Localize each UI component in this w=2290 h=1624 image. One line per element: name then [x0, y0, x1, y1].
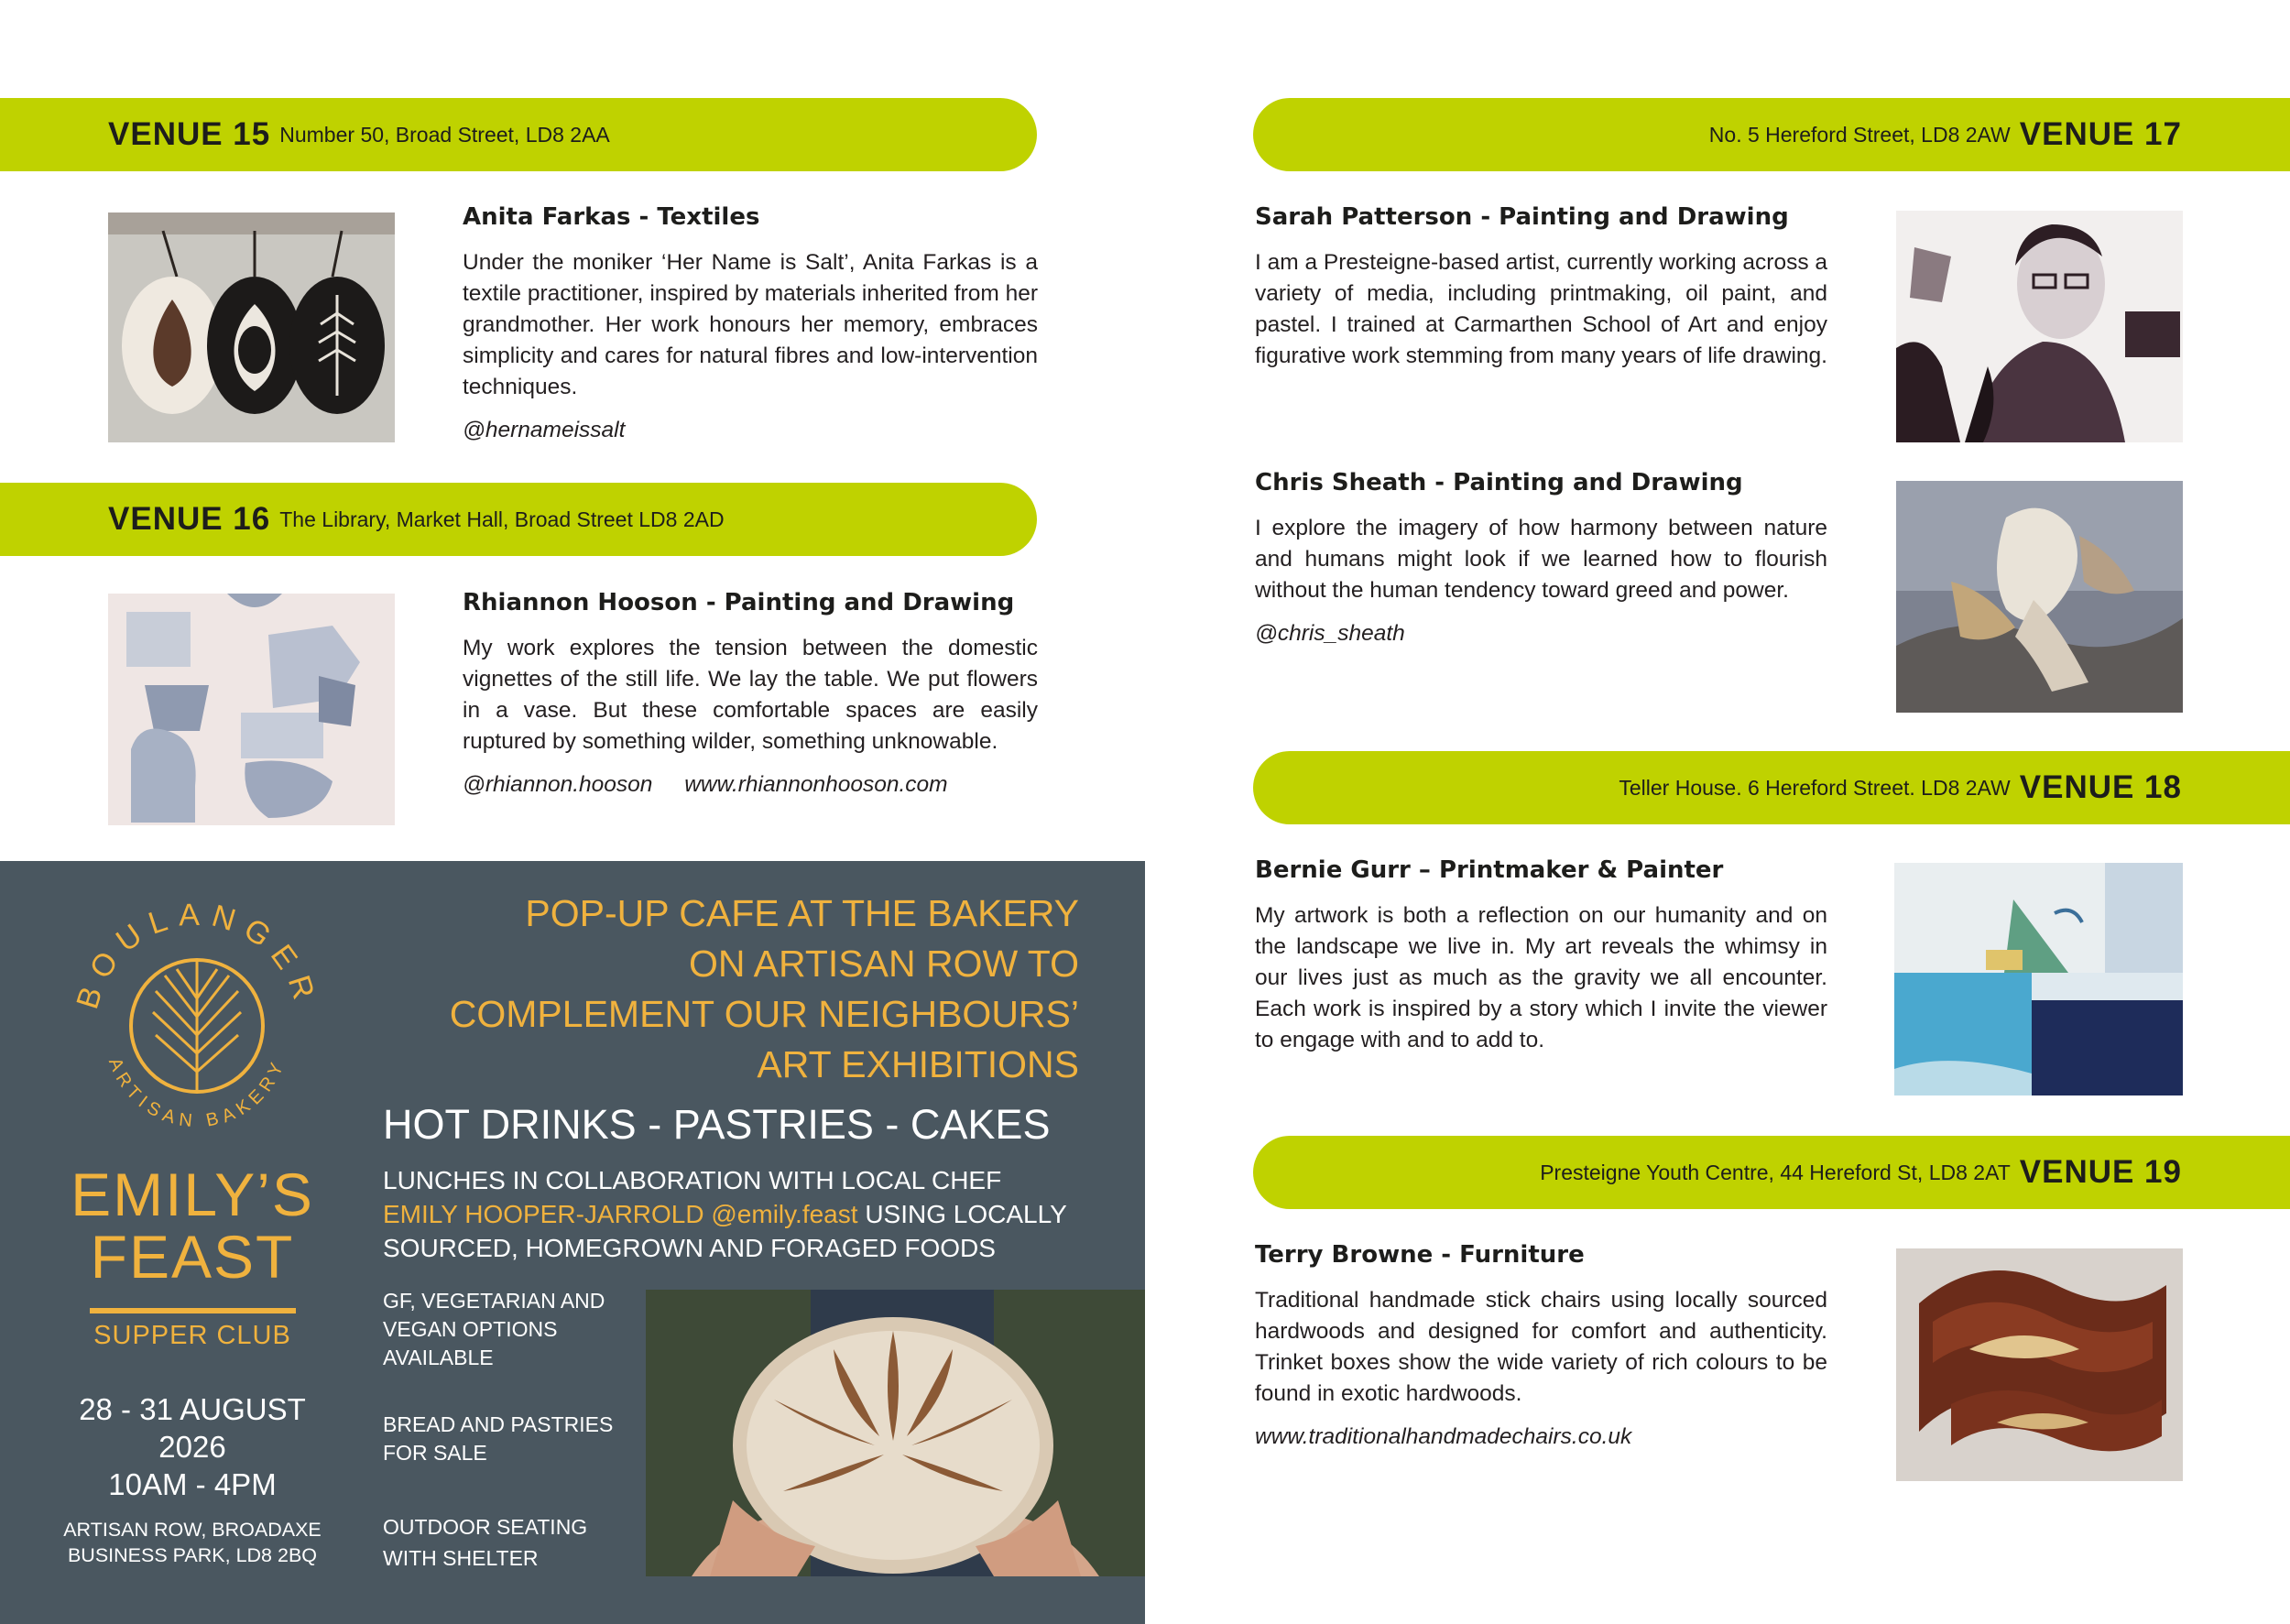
logo-text-bottom: ARTISAN BAKERY [104, 1054, 290, 1132]
bakery-cafe-advert [0, 861, 1145, 1624]
artist-name: Sarah Patterson - Painting and Drawing [1255, 203, 1789, 231]
boulanger-logo [60, 888, 334, 1163]
venue-16-banner [0, 483, 1037, 556]
supper-club-label: SUPPER CLUB [93, 1321, 291, 1350]
artist-website-link[interactable]: www.rhiannonhooson.com [684, 772, 948, 797]
lunch-info: LUNCHES IN COLLABORATION WITH LOCAL CHEF EMILY HOOPER-JARROLD @emily.feast USING LOCALLY SOURCED, HOMEGROWN AND FORAGED FOODS [383, 1166, 1067, 1262]
artist-entry-chris-sheath [1255, 469, 1827, 647]
artist-name: Bernie Gurr – Printmaker & Painter [1255, 856, 1724, 884]
leaf-icon [153, 962, 241, 1092]
artist-social-handle[interactable]: @rhiannon.hooson [463, 772, 653, 797]
venue-address: No. 5 Hereford Street, LD8 2AW [1708, 122, 2011, 147]
artist-bio: My artwork is both a reflection on our humanity and on the landscape we live in. My art reveals the whimsy in our lives just as much as the gravity we all encounter. Each work is inspired by a story which I invite the viewer to engage with and to add to. [1255, 903, 1827, 1052]
artist-name: Chris Sheath - Painting and Drawing [1255, 469, 1743, 496]
artist-image-sarah-patterson [1896, 211, 2183, 442]
artist-image-rhiannon-hooson [108, 594, 395, 825]
feature-seating: OUTDOOR SEATING WITH SHELTER [383, 1515, 588, 1570]
venue-18-banner [1253, 751, 2290, 824]
venue-19-banner [1253, 1136, 2290, 1209]
artist-image-anita-farkas [108, 213, 395, 442]
artist-image-bernie-gurr [1894, 863, 2183, 1095]
brand-name: EMILY’S FEAST [71, 1161, 314, 1291]
artist-entry-bernie-gurr [1255, 856, 1827, 1056]
artist-bio: Traditional handmade stick chairs using locally sourced hardwoods and designed for comfort and authenticity. Trinket boxes show the wide variety of rich colours to be found in exotic hardwoods. [1255, 1288, 1827, 1406]
venue-address: Presteigne Youth Centre, 44 Hereford St, LD8 2AT [1540, 1160, 2011, 1184]
event-location: ARTISAN ROW, BROADAXE BUSINESS PARK, LD8 2BQ [63, 1519, 322, 1566]
venue-address: Number 50, Broad Street, LD8 2AA [279, 122, 610, 147]
artist-entry-rhiannon-hooson [463, 589, 1038, 798]
sourdough-loaf-photo [646, 1290, 1145, 1576]
venue-number: VENUE 18 [2019, 769, 2182, 805]
artist-social-handle[interactable]: @hernameissalt [463, 418, 626, 442]
chef-name[interactable]: EMILY HOOPER-JARROLD @emily.feast [383, 1200, 858, 1228]
artist-website-link[interactable]: www.traditionalhandmadechairs.co.uk [1255, 1424, 1632, 1449]
artist-bio: I explore the imagery of how harmony between nature and humans might look if we learned how to flourish without the human tendency toward greed and power. [1255, 516, 1827, 603]
venue-number: VENUE 15 [108, 116, 271, 152]
venue-address: The Library, Market Hall, Broad Street LD8 2AD [279, 507, 725, 531]
venue-17-banner [1253, 98, 2290, 171]
venue-number: VENUE 17 [2019, 116, 2182, 152]
artist-name: Anita Farkas - Textiles [463, 203, 760, 231]
venue-number: VENUE 19 [2019, 1154, 2182, 1190]
venue-address: Teller House. 6 Hereford Street. LD8 2AW [1619, 775, 2011, 800]
cafe-offer: HOT DRINKS - PASTRIES - CAKES [383, 1101, 1051, 1148]
artist-entry-sarah-patterson [1255, 203, 1827, 372]
venue-15-banner [0, 98, 1037, 171]
artist-entry-anita-farkas [463, 203, 1038, 443]
feature-bread: BREAD AND PASTRIES FOR SALE [383, 1412, 614, 1465]
event-dates: 28 - 31 AUGUST 2026 10AM - 4PM [79, 1392, 306, 1501]
cafe-headline: POP-UP CAFE AT THE BAKERY ON ARTISAN ROW TO COMPLEMENT OUR NEIGHBOURS’ ART EXHIBITIONS [449, 892, 1079, 1085]
artist-name: Rhiannon Hooson - Painting and Drawing [463, 589, 1015, 616]
venue-number: VENUE 16 [108, 501, 271, 537]
artist-image-chris-sheath [1896, 481, 2183, 713]
artist-image-terry-browne [1896, 1248, 2183, 1481]
logo-text-top: BOULANGER [70, 897, 324, 1013]
artist-bio: I am a Presteigne-based artist, currently working across a variety of media, including printmaking, oil paint, and pastel. I trained at Carmarthen School of Art and enjoy figurative work stemming from many years of life drawing. [1255, 250, 1828, 368]
artist-bio: My work explores the tension between the domestic vignettes of the still life. We lay the table. We put flowers in a vase. But these comfortable spaces are easily ruptured by something wilder, something unknowable. [463, 636, 1038, 754]
artist-bio: Under the moniker ‘Her Name is Salt’, Anita Farkas is a textile practitioner, inspired by materials inherited from her grandmother. Her work honours her memory, embraces simplicity and cares for natural fibres and low-intervention techniques. [463, 250, 1038, 399]
artist-entry-terry-browne [1255, 1241, 1827, 1450]
artist-social-handle[interactable]: @chris_sheath [1255, 621, 1405, 646]
brand-divider [90, 1308, 296, 1313]
feature-dietary: GF, VEGETARIAN AND VEGAN OPTIONS AVAILABLE [383, 1289, 605, 1369]
artist-name: Terry Browne - Furniture [1255, 1241, 1585, 1269]
